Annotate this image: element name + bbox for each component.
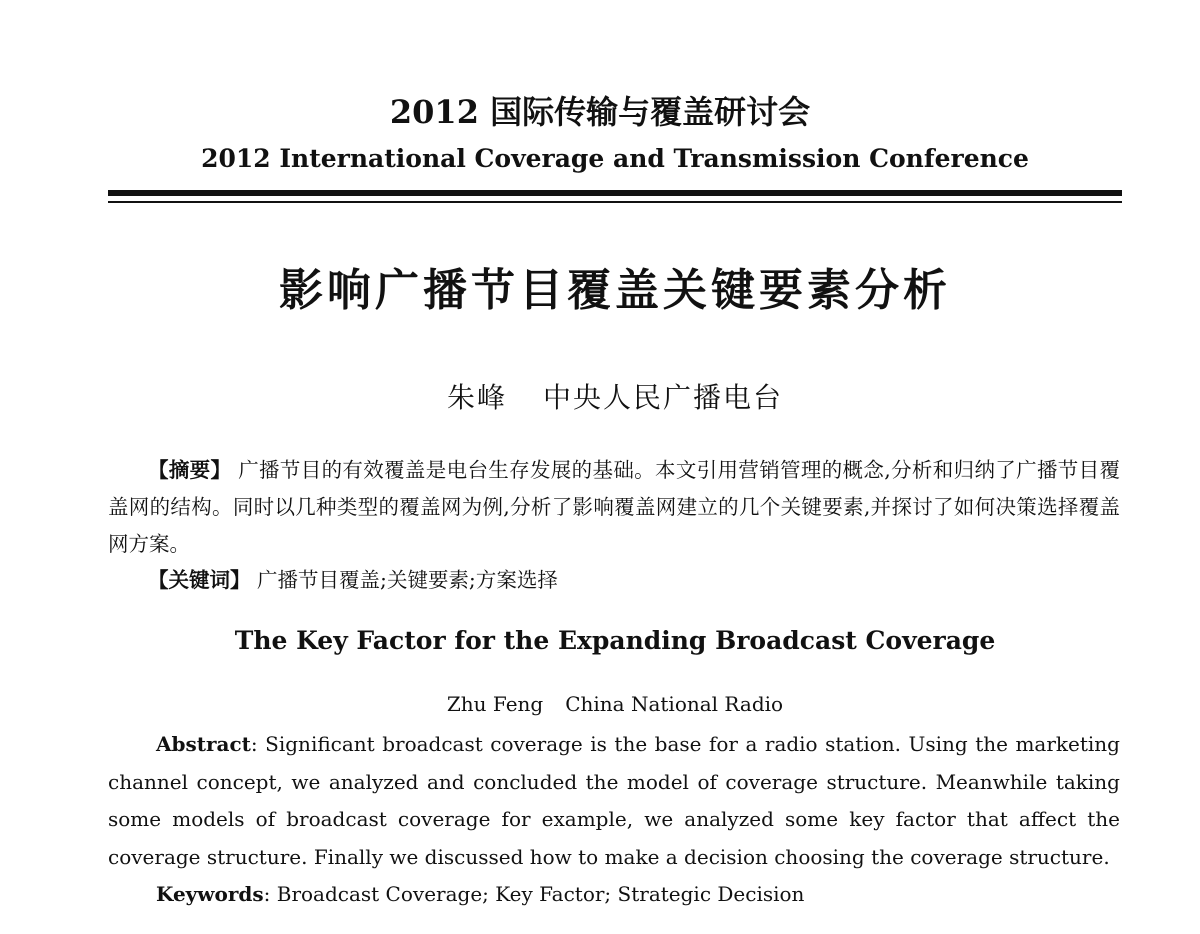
abstract-cn-text: 广播节目的有效覆盖是电台生存发展的基础。本文引用营销管理的概念,分析和归纳了广播节目覆盖网的结构。同时以几种类型的覆盖网为例,分析了影响覆盖网建立的几个关键要素,并探讨了如何决策选择覆盖网方案。 — [108, 458, 1120, 556]
keywords-en-text: Broadcast Coverage; Key Factor; Strategic Decision — [276, 882, 805, 906]
abstract-en-label: Abstract — [156, 732, 251, 756]
affiliation-en: China National Radio — [565, 692, 784, 716]
paper-title-en: The Key Factor for the Expanding Broadcast Coverage — [234, 626, 996, 655]
conference-title-cn: 2012 国际传输与覆盖研讨会 — [389, 93, 811, 131]
conference-title-en: 2012 International Coverage and Transmission Conference — [201, 144, 1029, 173]
paper-title-cn: 影响广播节目覆盖关键要素分析 — [279, 265, 951, 316]
header-rule-thin — [108, 201, 1122, 203]
author-name-cn: 朱峰 — [446, 381, 507, 414]
author-line-en — [0, 688, 1200, 720]
author-line-cn — [0, 378, 1200, 418]
keywords-en-label: Keywords — [156, 882, 264, 906]
keywords-en: Keywords: Broadcast Coverage; Key Factor; Strategic Decision — [156, 882, 805, 906]
abstract-cn — [108, 452, 1120, 563]
header-rule-thick — [108, 190, 1122, 196]
abstract-cn-label: 【摘要】 — [148, 458, 232, 482]
abstract-en: Abstract: Significant broadcast coverage is the base for a radio station. Using the marketing channel concept, we analyzed and concluded the model of coverage structure. Meanwhile taking some models of broadcast coverage for example, we analyzed some key factor that affect the coverage structure. Finally we discussed how to make a decision choosing the coverage structure. — [108, 732, 1120, 869]
author-name-en: Zhu Feng — [446, 692, 544, 716]
keywords-cn — [148, 562, 1118, 599]
keywords-cn-text: 广播节目覆盖;关键要素;方案选择 — [257, 568, 558, 592]
affiliation-cn: 中央人民广播电台 — [543, 381, 784, 414]
keywords-cn-label: 【关键词】 — [148, 568, 251, 592]
abstract-en-text: Significant broadcast coverage is the base for a radio station. Using the marketing channel concept, we analyzed and concluded the model of coverage structure. Meanwhile taking some models of broadcast coverage for example, we analyzed some key factor that affect the coverage structure. Finally we discussed how to make a decision choosing the coverage structure. — [108, 732, 1120, 869]
